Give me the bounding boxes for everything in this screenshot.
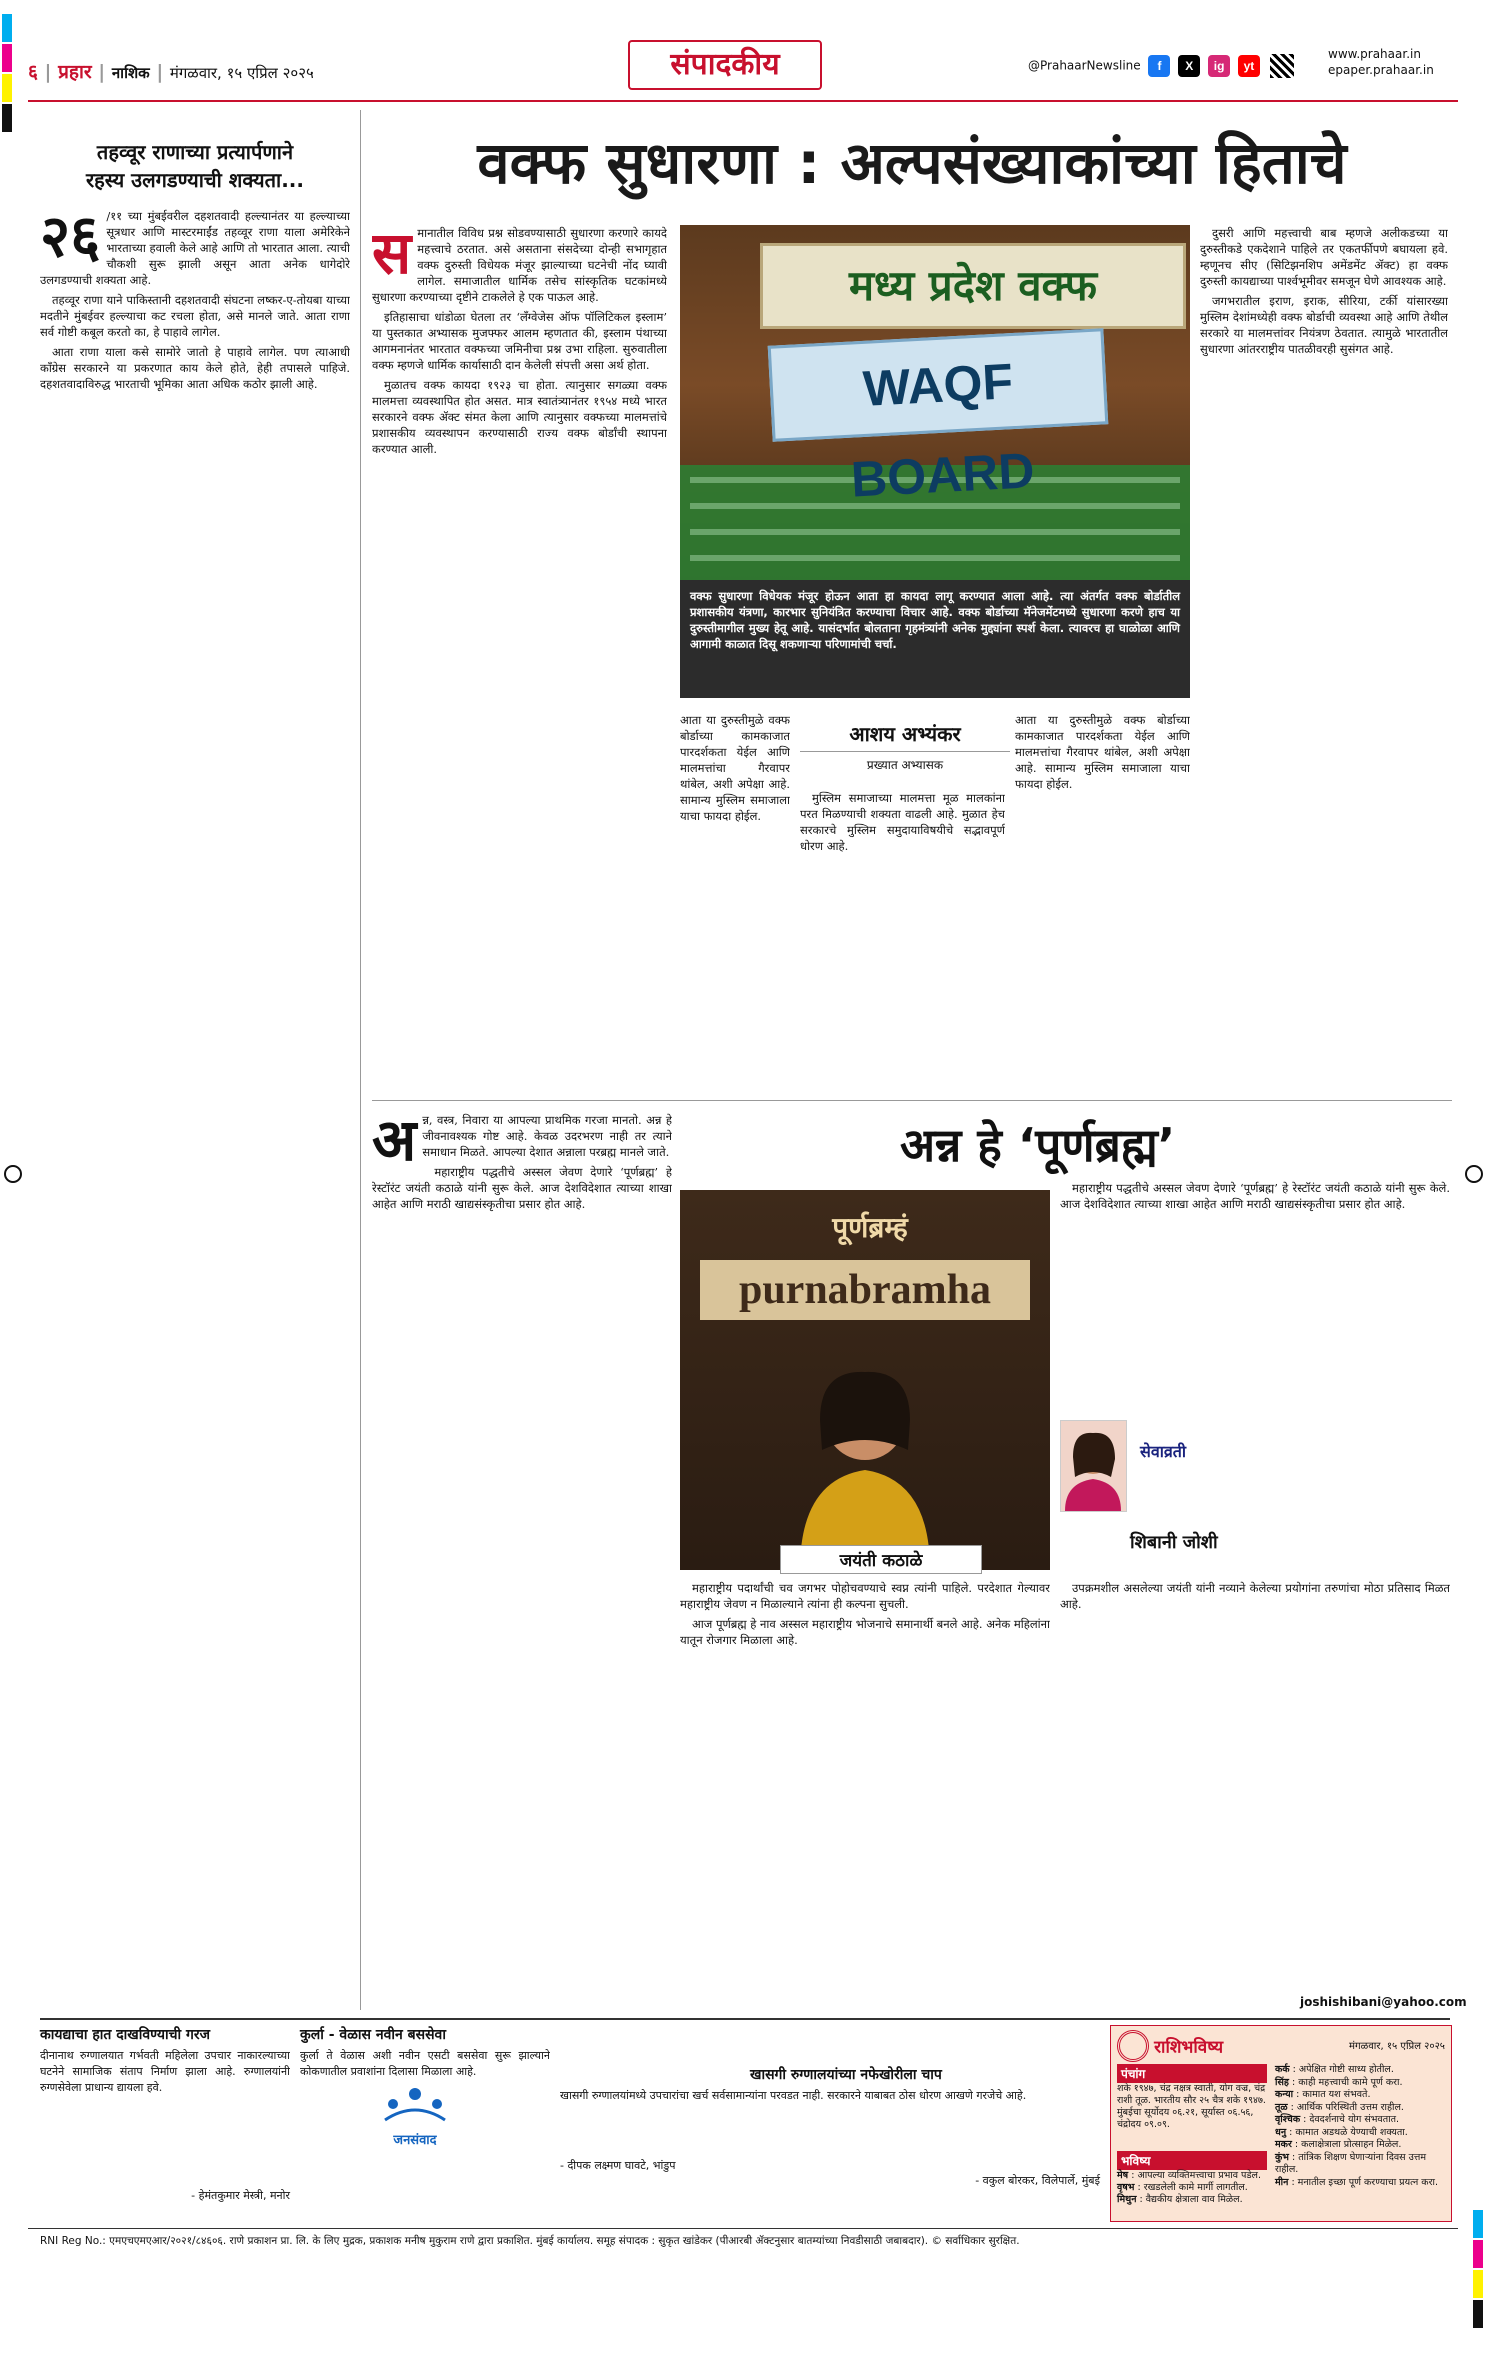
rashi-entry: कर्क : अपेक्षित गोष्टी साध्य होतील.: [1275, 2064, 1394, 2075]
header-rule: [28, 100, 1458, 102]
panchang: [1117, 2064, 1267, 2206]
instagram-icon[interactable]: ig: [1208, 55, 1230, 77]
horoscope-box: [1110, 2025, 1452, 2222]
header-date: मंगळवार, १५ एप्रिल २०२५: [169, 64, 314, 82]
main-article-column-3: मुस्लिम समाजाच्या मालमत्ता मूळ मालकांना परत मिळण्याची शक्यता वाढली आहे. मुळात हेच सरकारचे मुस्लिम समुदायाविषयीचे सद्भावपूर्ण धोरण आहे.: [800, 791, 1005, 853]
rashi-entry: सिंह : काही महत्त्वाची कामे पूर्ण करा.: [1275, 2076, 1403, 2088]
urdu-signboard: मध्य प्रदेश वक्फ: [760, 243, 1186, 329]
header-left: ६ | प्रहार | नाशिक | मंगळवार, १५ एप्रिल २०२५: [28, 61, 314, 83]
letter-3-title: खासगी रुग्णालयांच्या नफेखोरीला चाप: [750, 2067, 942, 2083]
rashi-entry: मकर : कलाक्षेत्राला प्रोत्साहन मिळेल.: [1275, 2139, 1402, 2150]
author-name: आशय अभ्यंकर: [849, 722, 961, 746]
left-headline: तहव्वूर राणाच्या प्रत्यार्पणाने रहस्य उलगडण्याची शक्यता...: [85, 140, 305, 192]
letter-1: [40, 2025, 290, 2210]
main-article-column-4: आता या दुरुस्तीमुळे वक्फ बोर्डाच्या कामकाजात पारदर्शकता येईल आणि मालमत्तांचा गैरवापर थांबेल, अशी अपेक्षा आहे. सामान्य मुस्लिम समाजाला याचा फायदा होईल.: [1015, 713, 1190, 791]
main-bottom-rule: [372, 1100, 1452, 1101]
color-bar-left: [2, 14, 12, 134]
rashi-entry: तूळ : आर्थिक परिस्थिती उत्तम राहील.: [1275, 2101, 1404, 2113]
letter-3: [560, 2025, 1100, 2210]
columnist-label: सेवाव्रती: [1140, 1442, 1187, 1461]
janasamvad-logo: जनसंवाद: [375, 2080, 455, 2160]
letter-2-body: कुर्ला ते वेळास अशी नवीन एसटी बससेवा सुरू झाल्याने कोकणातील प्रवाशांना दिलासा मिळाला आहे.: [300, 2049, 550, 2078]
letter-1-title: कायद्याचा हात दाखविण्याची गरज: [40, 2027, 210, 2043]
columnist-email[interactable]: joshishibani@yahoo.com: [1300, 1995, 1467, 2009]
rashi-entry: मेष : आपल्या व्यक्तिमत्त्वाचा प्रभाव पडेल.: [1117, 2170, 1261, 2181]
rashi-entry: धनु : कामात अडथळे येण्याची शक्यता.: [1275, 2126, 1408, 2138]
letter-2-signature: - दीपक लक्ष्मण घावटे, भांडुप: [560, 2159, 676, 2172]
header-sites: [1328, 46, 1434, 78]
rashi-entry: कुंभ : तांत्रिक शिक्षण घेणाऱ्यांना दिवस उत्तम राहील.: [1275, 2151, 1427, 2175]
columnist-box: [1060, 1420, 1250, 1570]
rashi-entry: वृश्चिक : देवदर्शनाचे योग संभवतात.: [1275, 2114, 1400, 2125]
footer-imprint: RNI Reg No.: एमएचएमएआर/२०२१/८४६०६. राणे प्रकाशन प्रा. लि. के लिए मुद्रक, प्रकाशक मनीष मुकुराम राणे द्वारा प्रकाशित. मुंबई कार्यालय. समूह संपादक : सुकृत खांडेकर (पीआरबी ॲक्टनुसार बातम्यांच्या निवडीसाठी जबाबदार). © सर्वाधिकार सुरक्षित.: [40, 2235, 1020, 2247]
food-article-column-1: अ न्न, वस्त्र, निवारा या आपल्या प्राथमिक गरजा मानतो. अन्न हे जीवनावश्यक गोष्ट आहे. केवळ उदरभरण नाही तर त्याने समाधान मिळते. आपल्या देशात अन्नाला परब्रह्म मानले जाते. महाराष्ट्रीय पद्धतीचे अस्सल जेवण देणारे ‘पूर्णब्रह्म’ हे रेस्टॉरंट जयंती कठाळे यांनी सुरू केले. आज देशविदेशात त्याच्या शाखा आहेत आणि मराठी खाद्यसंस्कृतीचा प्रसार होत आहे.: [372, 1112, 672, 1211]
food-article-column-2: महाराष्ट्रीय पदार्थांची चव जगभर पोहोचवण्याचे स्वप्न त्यांनी पाहिले. परदेशात गेल्यावर महाराष्ट्रीय जेवण न मिळाल्याने त्यांना ही कल्पना सुचली. आज पूर्णब्रह्म हे नाव अस्सल महाराष्ट्रीय भोजनाचे समानार्थी बनले आहे. अनेक महिलांना यातून रोजगार मिळाला आहे.: [680, 1581, 1050, 1647]
food-headline: अन्न हे ‘पूर्णब्रह्म’: [900, 1118, 1176, 1172]
letter-3-body: खासगी रुग्णालयांमध्ये उपचारांचा खर्च सर्वसामान्यांना परवडत नाही. सरकारने याबाबत ठोस धोरण आखणे गरजेचे आहे.: [560, 2089, 1027, 2102]
panchang-text: शके १९४७, चंद्र नक्षत्र स्वाती, योग वज्र, चंद्र राशी तूळ. भारतीय सौर २५ चैत्र शके १९४७. मुंबईचा सूर्योदय ०६.२१, सूर्यास्त ०६.५६, चंद्रोदय ०९.०९.: [1117, 2083, 1266, 2130]
restaurant-sign-english: purnabramha: [700, 1260, 1030, 1320]
header-city: नाशिक: [111, 64, 150, 82]
portrait-jayanti: [790, 1360, 940, 1570]
restaurant-photo: [680, 1190, 1050, 1570]
rashi-list: [1275, 2064, 1445, 2189]
rashi-entry: वृषभ : रखडलेली कामे मार्गी लागतील.: [1117, 2182, 1248, 2193]
horoscope-header: [1117, 2030, 1445, 2062]
photo-caption: वक्फ सुधारणा विधेयक मंजूर होऊन आता हा कायदा लागू करण्यात आला आहे. त्या अंतर्गत वक्फ बोर्डातील प्रशासकीय यंत्रणा, कारभार सुनियंत्रित करण्याचा विचार आहे. वक्फ बोर्डाच्या मॅनेजमेंटमध्ये सुधारणा करणे हाच या दुरुस्तीमागील मुख्य हेतू आहे. यासंदर्भात बोलताना गृहमंत्र्यांनी अनेक मुद्द्यांना स्पर्श केला. त्यावरच हा घाळोळा आणि आगामी काळात दिसू शकणाऱ्या परिणामांची चर्चा.: [680, 580, 1190, 698]
website-link[interactable]: www.prahaar.in: [1328, 47, 1421, 61]
restaurant-sign-marathi: पूर्णब्रम्हं: [832, 1211, 908, 1244]
letter-2-title: कुर्ला - वेळास नवीन बससेवा: [300, 2027, 446, 2043]
color-bar-right: [1473, 2210, 1483, 2330]
main-article-column-2: आता या दुरुस्तीमुळे वक्फ बोर्डाच्या कामकाजात पारदर्शकता येईल आणि मालमत्तांचा गैरवापर थांबेल, अशी अपेक्षा आहे. सामान्य मुस्लिम समाजाला याचा फायदा होईल.: [680, 713, 790, 823]
waqf-board-sign: WAQF BOARD: [768, 328, 1109, 441]
horoscope-title: राशिभविष्य: [1154, 2037, 1224, 2058]
columnist-portrait: [1060, 1420, 1127, 1512]
left-article: [40, 138, 350, 1908]
main-article-column-1: स मानातील विविध प्रश्न सोडवण्यासाठी सुधारणा करणारे कायदे महत्त्वाचे ठरतात. असे असताना संसदेच्या दोन्ही सभागृहात वक्फ दुरुस्ती विधेयक मंजूर झाल्याच्या घटनेची नोंद घ्यावी लागेल. समाजातील धार्मिक तसेच सांस्कृतिक घटकांमध्ये सुधारणा करण्याच्या दृष्टीने टाकलेले हे एक पाऊल आहे. इतिहासाचा धांडोळा घेतला तर ‘लॅंग्वेजेस ऑफ पॉलिटिकल इस्लाम’ या पुस्तकात अभ्यासक मुजफ्फर आलम म्हणतात की, इस्लाम पंथाच्या आगमनानंतर भारतात वक्फच्या जमिनीचा प्रश्न उभा राहिला. सुरुवातीला वक्फ म्हणजे धार्मिक कार्यासाठी दान केलेली संपत्ती असा अर्थ होता. मुळातच वक्फ कायदा १९२३ चा होता. त्यानुसार सगळ्या वक्फ मालमत्ता व्यवस्थापित होत असत. मात्र स्वातंत्र्यानंतर १९५४ मध्ये भारत सरकारने वक्फ ॲक्ट संमत केला आणि त्यानुसार वक्फच्या मालमत्तांचे प्रशासकीय व्यवस्थापन करण्यासाठी राज्य वक्फ बोर्डांची स्थापना करण्यात आली.: [372, 225, 667, 456]
rashi-entry: कन्या : कामात यश संभवते.: [1275, 2089, 1371, 2100]
page-number: ६: [28, 61, 38, 83]
letters-top-rule: [40, 2018, 1450, 2020]
header-right: [1028, 54, 1294, 78]
main-article-column-5: दुसरी आणि महत्त्वाची बाब म्हणजे अलीकडच्या या दुरुस्तीकडे एकदेशाने पाहिले तर एकतर्फीपणे बघायला हवे. म्हणूनच सीए (सिटिझनशिप अमेंडमेंट ॲक्ट) हा वक्फ दुरुस्ती कायद्याच्या पार्श्वभूमीवर समजून घेणे आवश्यक आहे. जगभरातील इराण, इराक, सीरिया, टर्की यांसारख्या मुस्लिम देशांमध्येही वक्फ बोर्डाची व्यवस्था आहे आणि तेथील सरकारे या मालमत्तांवर नियंत्रण ठेवतात. त्यामुळे भारतातील सुधारणा आंतरराष्ट्रीय पातळीवरही सुसंगत आहे.: [1200, 226, 1448, 356]
food-article-column-3: महाराष्ट्रीय पद्धतीचे अस्सल जेवण देणारे ‘पूर्णब्रह्म’ हे रेस्टॉरंट जयंती कठाळे यांनी सुरू केले. आज देशविदेशात त्याच्या शाखा आहेत आणि मराठी खाद्यसंस्कृतीचा प्रसार होत आहे.: [1060, 1181, 1450, 1211]
bhavishya-title: भविष्य: [1117, 2151, 1267, 2170]
page-header: [28, 40, 1458, 100]
author-title: प्रख्यात अभ्यासक: [800, 751, 1010, 773]
rashi-entry: मीन : मनातील इच्छा पूर्ण करण्याचा प्रयत्न करा.: [1275, 2176, 1438, 2188]
section-title: संपादकीय: [628, 40, 822, 90]
letter-1-body: दीनानाथ रुग्णालयात गर्भवती महिलेला उपचार नाकारल्याच्या घटनेने सामाजिक संताप निर्माण झाला आहे. रुग्णालयांनी रुग्णसेवेला प्राधान्य द्यायला हवे.: [40, 2049, 290, 2094]
epaper-link[interactable]: epaper.prahaar.in: [1328, 63, 1434, 77]
letter-1-signature: - हेमंतकुमार मेस्त्री, मनोर: [191, 2189, 290, 2202]
left-dropcap: २६: [40, 208, 101, 270]
rashi-entry: मिथुन : वैद्यकीय क्षेत्राला वाव मिळेल.: [1117, 2194, 1243, 2205]
left-article-body: २६ /११ च्या मुंबईवरील दहशतवादी हल्ल्यानंतर या हल्ल्याच्या सूत्रधार आणि मास्टरमाईंड तहव्वूर राणा याला अमेरिकेने भारताच्या हवाली केले आहे आणि तो भारतात आला. त्याची चौकशी सुरू झाली असून आता अनेक धागेदोरे उलगडण्याची शक्यता आहे. तहव्वूर राणा याने पाकिस्तानी दहशतवादी संघटना लष्कर-ए-तोयबा याच्या मदतीने मुंबईवर हल्ल्याचा कट रचला होता, असे मानले जाते. आता राणा सर्व गोष्टी कबूल करतो का, हे पाहावे लागेल. आता राणा याला कसे सामोरे जातो हे पाहावे लागेल. पण त्याआधी काँग्रेस सरकारने या प्रकरणात काय केले होते, हेही तपासले पाहिजे. दहशतवादाविरुद्ध भारताची भूमिका आता अधिक कठोर झाली आहे.: [40, 208, 350, 391]
youtube-icon[interactable]: yt: [1238, 55, 1260, 77]
facebook-icon[interactable]: f: [1148, 55, 1170, 77]
panchang-title: पंचांग: [1117, 2064, 1267, 2083]
main-headline: वक्फ सुधारणा : अल्पसंख्याकांच्या हिताचे: [477, 129, 1347, 197]
main-dropcap: स: [372, 225, 412, 287]
registration-mark-left: [4, 1165, 22, 1183]
brand-name: प्रहार: [58, 61, 92, 83]
columnist-name: शिबानी जोशी: [1130, 1532, 1218, 1553]
twitter-handle[interactable]: @PrahaarNewsline: [1028, 58, 1141, 73]
qr-code-icon[interactable]: [1270, 54, 1294, 78]
photo-credit-jayanti: जयंती कठाळे: [780, 1545, 982, 1574]
author-block: [800, 720, 1010, 773]
waqf-board-photo: [680, 225, 1190, 580]
registration-mark-right: [1465, 1165, 1483, 1183]
letter-3-signature: - वकुल बोरकर, विलेपार्ले, मुंबई: [975, 2174, 1100, 2187]
food-dropcap: अ: [372, 1112, 417, 1174]
zodiac-wheel-icon: [1117, 2030, 1149, 2062]
left-column-rule: [360, 110, 361, 2010]
food-article-column-4: उपक्रमशील असलेल्या जयंती यांनी नव्याने केलेल्या प्रयोगांना तरुणांचा मोठा प्रतिसाद मिळत आहे.: [1060, 1581, 1450, 1611]
horoscope-date: मंगळवार, १५ एप्रिल २०२५: [1349, 2041, 1445, 2052]
footer-rule: [28, 2228, 1458, 2229]
x-icon[interactable]: X: [1178, 55, 1200, 77]
